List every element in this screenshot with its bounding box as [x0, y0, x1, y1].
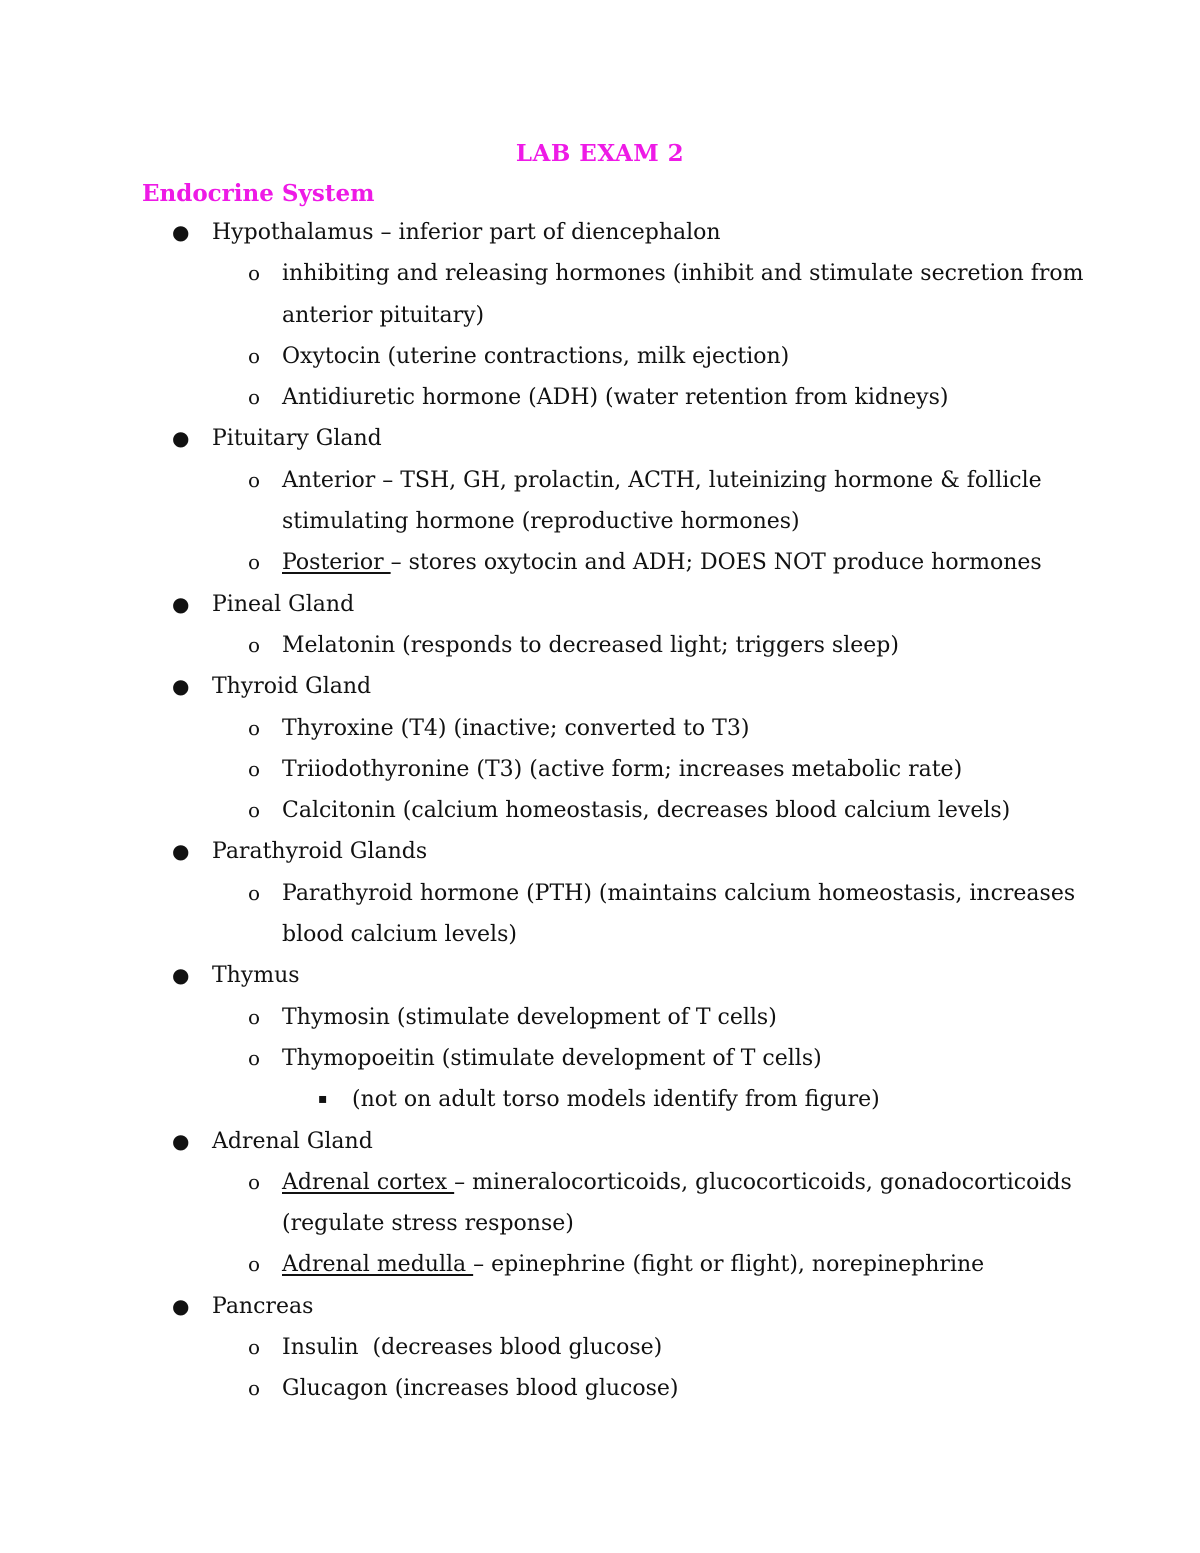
section-heading: Endocrine System — [142, 180, 375, 207]
sub-item: o Thyroxine (T4) (inactive; converted to T3) — [0, 708, 1200, 749]
circle-bullet-icon: o — [248, 261, 261, 286]
circle-bullet-icon: o — [248, 880, 261, 905]
bullet-icon: ● — [172, 1128, 190, 1153]
sub-item-continuation: stimulating hormone (reproductive hormones) — [282, 509, 800, 535]
sub-item: o Insulin (decreases blood glucose) — [0, 1327, 1200, 1368]
list-item-pancreas: ● Pancreas — [0, 1286, 1200, 1327]
circle-bullet-icon: o — [248, 1045, 261, 1070]
sub-item: o Adrenal medulla – epinephrine (fight or flight), norepinephrine — [0, 1244, 1200, 1285]
sub-item: o Glucagon (increases blood glucose) — [0, 1368, 1200, 1409]
list-item-adrenal: ● Adrenal Gland — [0, 1121, 1200, 1162]
list-item-thymus: ● Thymus — [0, 955, 1200, 996]
list-item-hypothalamus: ● Hypothalamus – inferior part of diencephalon — [0, 212, 1200, 253]
circle-bullet-icon: o — [248, 385, 261, 410]
sub-item: o Posterior – stores oxytocin and ADH; DOES NOT produce hormones — [0, 542, 1200, 583]
sub-item: o Adrenal cortex – mineralocorticoids, glucocorticoids, gonadocorticoids — [0, 1162, 1200, 1203]
sub-item-continuation: (regulate stress response) — [282, 1211, 574, 1237]
underlined-term: Adrenal cortex — [282, 1169, 455, 1195]
circle-bullet-icon: o — [248, 1335, 261, 1360]
circle-bullet-icon: o — [248, 756, 261, 781]
underlined-term: Adrenal medulla — [282, 1252, 474, 1278]
sub-item: o Thymopoeitin (stimulate development of T cells) — [0, 1038, 1200, 1079]
bullet-icon: ● — [172, 426, 190, 451]
underlined-term: Posterior — [282, 550, 391, 576]
sub-item: o Calcitonin (calcium homeostasis, decreases blood calcium levels) — [0, 790, 1200, 831]
circle-bullet-icon: o — [248, 343, 261, 368]
list-item-pituitary: ● Pituitary Gland — [0, 418, 1200, 459]
circle-bullet-icon: o — [248, 1004, 261, 1029]
bullet-icon: ● — [172, 839, 190, 864]
bullet-icon: ● — [172, 674, 190, 699]
sub-item: o Thymosin (stimulate development of T cells) — [0, 997, 1200, 1038]
bullet-icon: ● — [172, 1293, 190, 1318]
circle-bullet-icon: o — [248, 632, 261, 657]
list-item-pineal: ● Pineal Gland — [0, 584, 1200, 625]
list-item-thyroid: ● Thyroid Gland — [0, 666, 1200, 707]
sub-item: o Triiodothyronine (T3) (active form; increases metabolic rate) — [0, 749, 1200, 790]
bullet-icon: ● — [172, 963, 190, 988]
sub-item: o Parathyroid hormone (PTH) (maintains calcium homeostasis, increases — [0, 873, 1200, 914]
circle-bullet-icon: o — [248, 798, 261, 823]
circle-bullet-icon: o — [248, 715, 261, 740]
bullet-icon: ● — [172, 591, 190, 616]
bullet-icon: ● — [172, 220, 190, 244]
circle-bullet-icon: o — [248, 467, 261, 492]
circle-bullet-icon: o — [248, 1252, 261, 1277]
sub-item: o Anterior – TSH, GH, prolactin, ACTH, luteinizing hormone & follicle — [0, 460, 1200, 501]
sub-item: o Oxytocin (uterine contractions, milk ejection) — [0, 336, 1200, 377]
sub-item: o Melatonin (responds to decreased light; triggers sleep) — [0, 625, 1200, 666]
circle-bullet-icon: o — [248, 1169, 261, 1194]
sub-item: o Antidiuretic hormone (ADH) (water retention from kidneys) — [0, 377, 1200, 418]
sub-item-continuation: blood calcium levels) — [282, 922, 517, 948]
circle-bullet-icon: o — [248, 1376, 261, 1401]
sub-sub-item: ▪ (not on adult torso models identify from figure) — [0, 1079, 1200, 1120]
page-title: LAB EXAM 2 — [515, 140, 685, 167]
list-item-parathyroid: ● Parathyroid Glands — [0, 831, 1200, 872]
sub-item: o inhibiting and releasing hormones (inhibit and stimulate secretion from — [0, 253, 1200, 294]
sub-item-continuation: anterior pituitary) — [282, 302, 485, 328]
circle-bullet-icon: o — [248, 550, 261, 575]
square-bullet-icon: ▪ — [318, 1091, 328, 1108]
